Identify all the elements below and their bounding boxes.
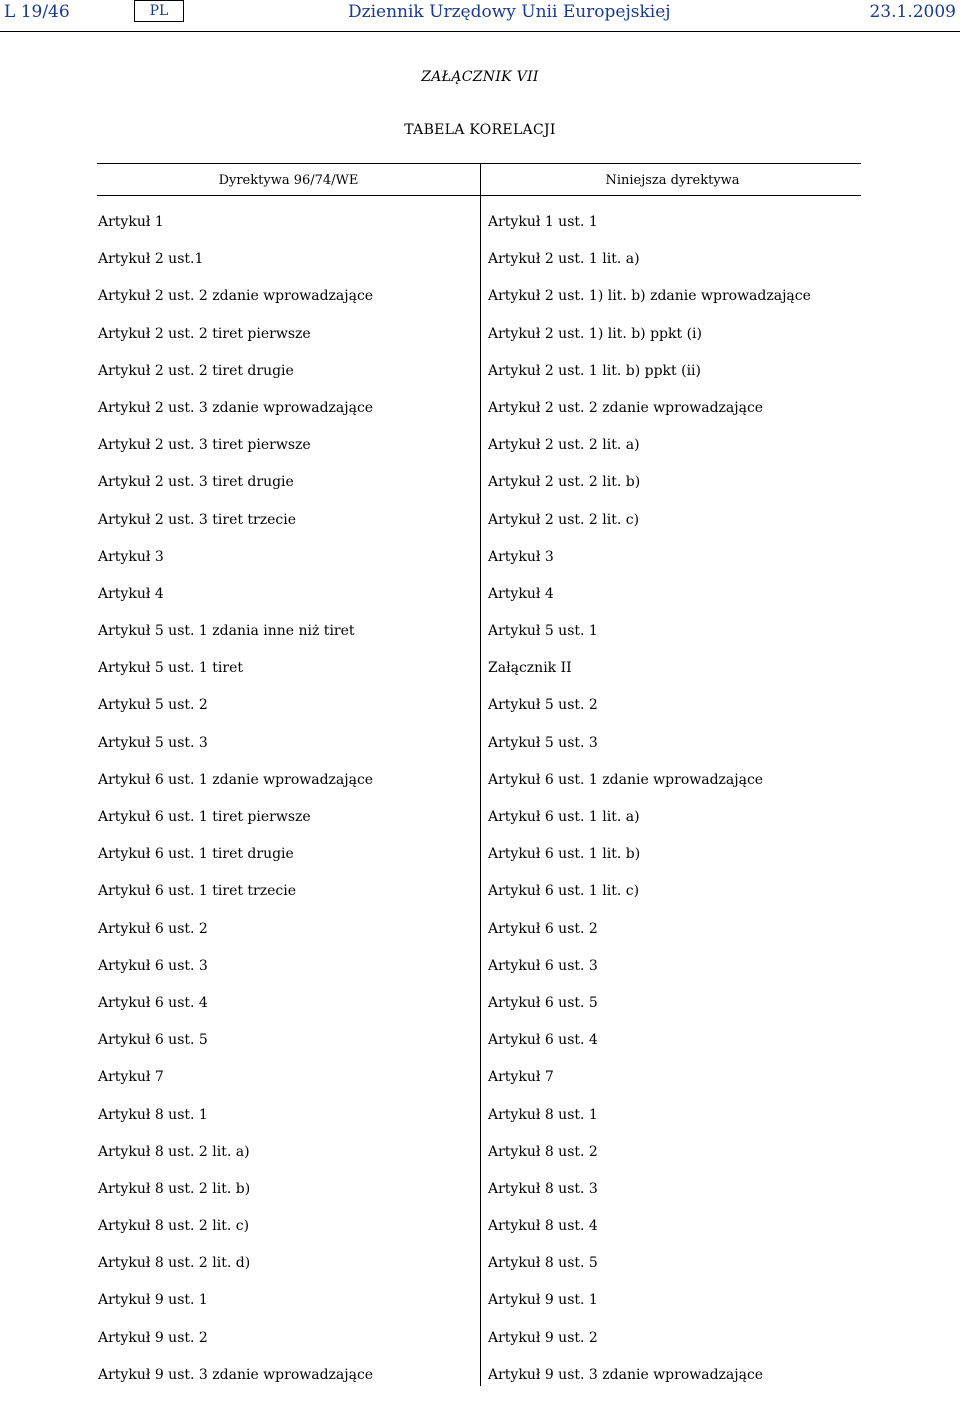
table-row [0,846,960,883]
cell-this-directive: Artykuł 7 [488,1069,554,1086]
table-row [0,735,960,772]
cell-this-directive: Artykuł 5 ust. 1 [488,623,598,640]
cell-directive-96-74: Artykuł 9 ust. 3 zdanie wprowadzające [98,1366,374,1383]
table-row [0,883,960,920]
table-row [0,921,960,958]
page-header [0,0,960,32]
cell-directive-96-74: Artykuł 9 ust. 2 [98,1329,208,1346]
cell-this-directive: Artykuł 2 ust. 2 lit. a) [488,437,640,454]
cell-directive-96-74: Artykuł 8 ust. 2 lit. b) [98,1180,251,1197]
table-row [0,958,960,995]
page-reference: L 19/46 [4,2,70,22]
correlation-table-body [0,214,960,1404]
annex-title: ZAŁĄCZNIK VII [421,69,539,85]
table-row [0,660,960,697]
cell-this-directive: Artykuł 4 [488,585,554,602]
table-row [0,697,960,734]
table-row [0,1218,960,1255]
table-row [0,1032,960,1069]
table-row [0,623,960,660]
cell-this-directive: Artykuł 9 ust. 1 [488,1292,598,1309]
table-row [0,809,960,846]
table-row [0,251,960,288]
cell-directive-96-74: Artykuł 6 ust. 1 zdanie wprowadzające [98,771,374,788]
cell-this-directive: Artykuł 2 ust. 1 lit. a) [488,251,640,268]
table-row [0,549,960,586]
column-header-this-directive: Niniejsza dyrektywa [605,173,740,188]
table-row [0,1107,960,1144]
cell-directive-96-74: Artykuł 2 ust. 3 zdanie wprowadzające [98,399,374,416]
cell-this-directive: Artykuł 2 ust. 1) lit. b) ppkt (i) [488,325,702,342]
cell-this-directive: Artykuł 2 ust. 1 lit. b) ppkt (ii) [488,362,701,379]
table-row [0,400,960,437]
table-row [0,288,960,325]
cell-directive-96-74: Artykuł 2 ust. 3 tiret drugie [98,474,294,491]
table-row [0,995,960,1032]
table-row [0,214,960,251]
cell-this-directive: Artykuł 2 ust. 2 zdanie wprowadzające [488,399,764,416]
cell-directive-96-74: Artykuł 9 ust. 1 [98,1292,208,1309]
cell-this-directive: Artykuł 5 ust. 3 [488,734,598,751]
cell-directive-96-74: Artykuł 5 ust. 1 zdania inne niż tiret [98,623,355,640]
cell-this-directive: Artykuł 8 ust. 4 [488,1218,598,1235]
table-row [0,1144,960,1181]
cell-this-directive: Artykuł 8 ust. 1 [488,1106,598,1123]
cell-directive-96-74: Artykuł 5 ust. 1 tiret [98,660,243,677]
table-row [0,1069,960,1106]
cell-directive-96-74: Artykuł 1 [98,214,164,230]
table-title: TABELA KORELACJI [404,122,556,138]
table-row [0,586,960,623]
table-row [0,1255,960,1292]
table-top-rule [97,163,861,164]
cell-directive-96-74: Artykuł 6 ust. 3 [98,957,208,974]
language-code-box: PL [134,0,184,22]
cell-this-directive: Artykuł 6 ust. 3 [488,957,598,974]
table-row [0,1367,960,1404]
cell-directive-96-74: Artykuł 2 ust. 3 tiret trzecie [98,511,297,528]
table-row [0,1330,960,1367]
table-header-rule [97,195,861,196]
cell-this-directive: Artykuł 8 ust. 3 [488,1180,598,1197]
cell-directive-96-74: Artykuł 8 ust. 1 [98,1106,208,1123]
cell-directive-96-74: Artykuł 7 [98,1069,164,1086]
cell-directive-96-74: Artykuł 6 ust. 2 [98,920,208,937]
cell-this-directive: Artykuł 6 ust. 4 [488,1032,598,1049]
column-header-directive-96-74: Dyrektywa 96/74/WE [218,173,359,188]
table-row [0,1292,960,1329]
cell-this-directive: Artykuł 3 [488,548,554,565]
table-row [0,474,960,511]
cell-directive-96-74: Artykuł 6 ust. 1 tiret pierwsze [98,809,311,825]
cell-directive-96-74: Artykuł 2 ust. 2 tiret pierwsze [98,325,311,342]
cell-directive-96-74: Artykuł 2 ust. 3 tiret pierwsze [98,437,311,454]
cell-this-directive: Artykuł 9 ust. 2 [488,1329,598,1346]
table-row [0,326,960,363]
cell-this-directive: Artykuł 6 ust. 1 zdanie wprowadzające [488,771,764,788]
cell-this-directive: Załącznik II [488,660,572,677]
cell-this-directive: Artykuł 6 ust. 5 [488,994,598,1011]
table-row [0,512,960,549]
cell-directive-96-74: Artykuł 8 ust. 2 lit. d) [98,1255,251,1272]
cell-this-directive: Artykuł 9 ust. 3 zdanie wprowadzające [488,1366,764,1383]
cell-this-directive: Artykuł 8 ust. 5 [488,1255,598,1272]
cell-directive-96-74: Artykuł 6 ust. 5 [98,1032,208,1049]
table-row [0,363,960,400]
cell-directive-96-74: Artykuł 6 ust. 1 tiret drugie [98,846,294,863]
cell-directive-96-74: Artykuł 8 ust. 2 lit. c) [98,1218,250,1235]
cell-directive-96-74: Artykuł 6 ust. 4 [98,994,208,1011]
cell-this-directive: Artykuł 6 ust. 1 lit. c) [488,883,640,900]
cell-this-directive: Artykuł 2 ust. 1) lit. b) zdanie wprowadzające [488,288,811,305]
cell-this-directive: Artykuł 5 ust. 2 [488,697,598,714]
table-row [0,772,960,809]
cell-directive-96-74: Artykuł 5 ust. 3 [98,734,208,751]
cell-directive-96-74: Artykuł 3 [98,548,164,565]
cell-this-directive: Artykuł 2 ust. 2 lit. b) [488,474,641,491]
table-row [0,1181,960,1218]
cell-directive-96-74: Artykuł 5 ust. 2 [98,697,208,714]
cell-directive-96-74: Artykuł 6 ust. 1 tiret trzecie [98,883,297,900]
cell-this-directive: Artykuł 8 ust. 2 [488,1143,598,1160]
journal-title: Dziennik Urzędowy Unii Europejskiej [348,2,671,22]
publication-date: 23.1.2009 [869,2,956,22]
cell-this-directive: Artykuł 6 ust. 2 [488,920,598,937]
cell-this-directive: Artykuł 6 ust. 1 lit. b) [488,846,641,863]
cell-directive-96-74: Artykuł 4 [98,585,164,602]
cell-directive-96-74: Artykuł 2 ust.1 [98,251,204,268]
cell-directive-96-74: Artykuł 2 ust. 2 zdanie wprowadzające [98,288,374,305]
cell-this-directive: Artykuł 2 ust. 2 lit. c) [488,511,640,528]
cell-directive-96-74: Artykuł 8 ust. 2 lit. a) [98,1143,250,1160]
header-divider [0,31,960,32]
table-row [0,437,960,474]
cell-directive-96-74: Artykuł 2 ust. 2 tiret drugie [98,362,294,379]
cell-this-directive: Artykuł 6 ust. 1 lit. a) [488,809,640,825]
cell-this-directive: Artykuł 1 ust. 1 [488,214,598,230]
